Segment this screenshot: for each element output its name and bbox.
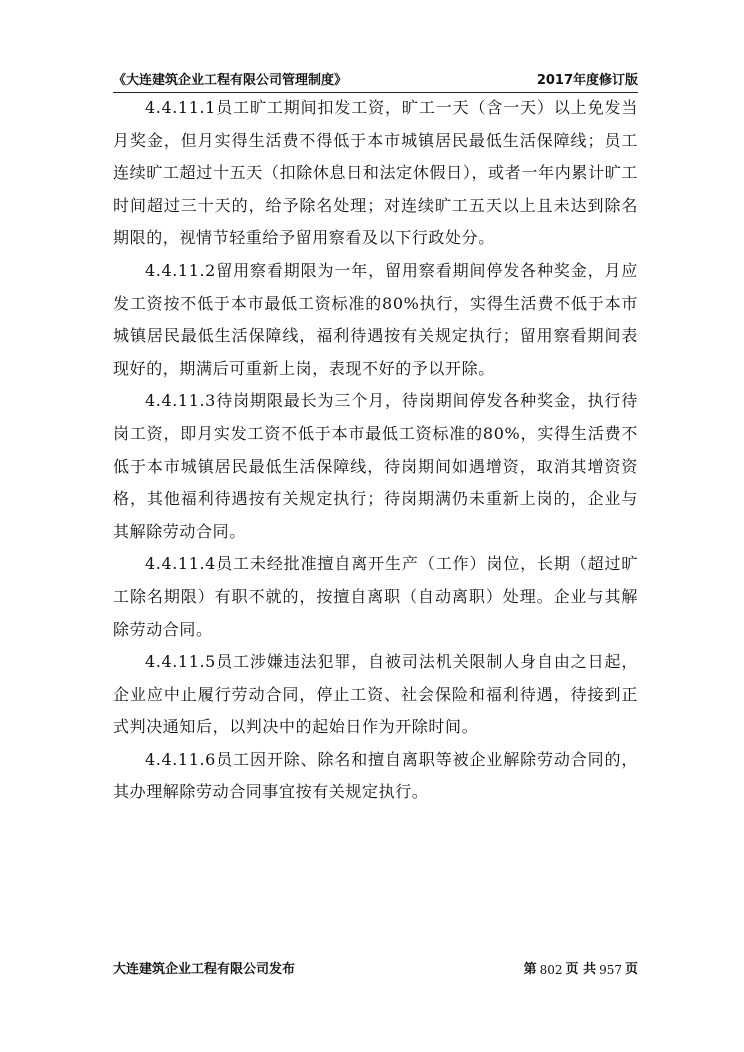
- document-version: 2017年度修订版: [536, 73, 638, 88]
- publisher-label: 大连建筑企业工程有限公司发布: [113, 962, 296, 977]
- paragraph-4-4-11-6: 4.4.11.6员工因开除、除名和擅自离职等被企业解除劳动合同的，其办理解除劳动合同事宜按有关规定执行。: [113, 749, 638, 802]
- paragraph-4-4-11-3: 4.4.11.3待岗期限最长为三个月，待岗期间停发各种奖金，执行待岗工资，即月实发工资不低于本市最低工资标准的80%，实得生活费不低于本市城镇居民最低生活保障线，待岗期间如遇增资，取消其增资资格，其他福利待遇按有关规定执行；待岗期满仍未重新上岗的，企业与其解除劳动合同。: [113, 391, 638, 541]
- document-title: 《大连建筑企业工程有限公司管理制度》: [113, 73, 348, 88]
- page-footer: [113, 961, 638, 979]
- page-middle: 页 共: [565, 962, 597, 977]
- page-current: 802: [539, 963, 563, 977]
- page-counter: [524, 961, 638, 979]
- document-body: [113, 92, 638, 809]
- page-prefix: 第: [523, 962, 537, 977]
- page-suffix: 页: [624, 962, 638, 977]
- paragraph-4-4-11-1: 4.4.11.1员工旷工期间扣发工资，旷工一天（含一天）以上免发当月奖金，但月实得生活费不得低于本市城镇居民最低生活保障线；员工连续旷工超过十五天（扣除休息日和法定休假日），或者一年内累计旷工时间超过三十天的，给予除名处理；对连续旷工五天以上且未达到除名期限的，视情节轻重给予留用察看及以下行政处分。: [113, 98, 638, 248]
- page-total: 957: [599, 963, 622, 977]
- paragraph-4-4-11-5: 4.4.11.5员工涉嫌违法犯罪，自被司法机关限制人身自由之日起，企业应中止履行劳动合同，停止工资、社会保险和福利待遇，待接到正式判决通知后，以判决中的起始日作为开除时间。: [113, 652, 638, 737]
- paragraph-4-4-11-2: 4.4.11.2留用察看期限为一年，留用察看期间停发各种奖金，月应发工资按不低于本市最低工资标准的80%执行，实得生活费不低于本市城镇居民最低生活保障线，福利待遇按有关规定执行；留用察看期间表现好的，期满后可重新上岗，表现不好的予以开除。: [113, 260, 638, 378]
- page-header: [113, 66, 638, 93]
- paragraph-4-4-11-4: 4.4.11.4员工未经批准擅自离开生产（工作）岗位，长期（超过旷工除名期限）有职不就的，按擅自离职（自动离职）处理。企业与其解除劳动合同。: [113, 554, 638, 639]
